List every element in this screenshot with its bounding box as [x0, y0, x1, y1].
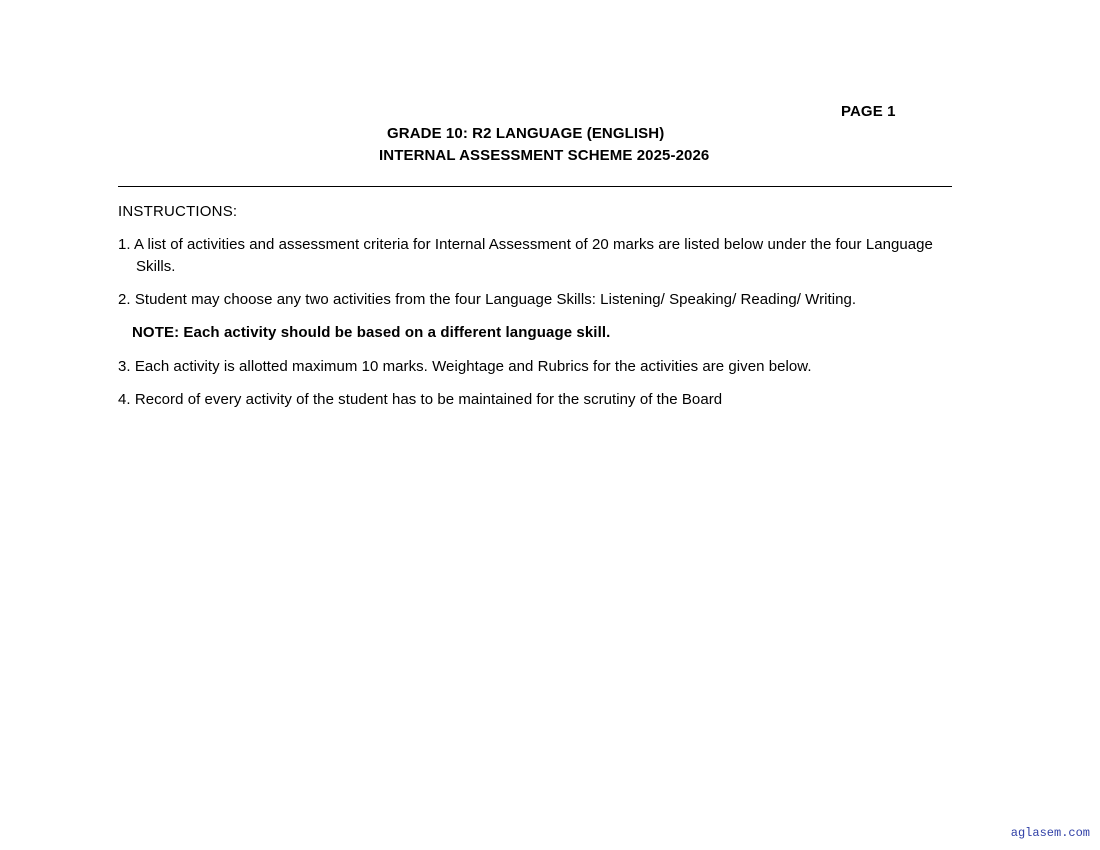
document-subtitle: INTERNAL ASSESSMENT SCHEME 2025-2026 — [379, 147, 710, 164]
document-title: GRADE 10: R2 LANGUAGE (ENGLISH) — [387, 125, 665, 142]
instructions-heading: INSTRUCTIONS: — [118, 203, 238, 220]
instruction-item-1: 1. A list of activities and assessment criteria for Internal Assessment of 20 marks are listed below under the four Language Skills. — [118, 236, 933, 275]
source-watermark: aglasem.com — [1010, 826, 1090, 840]
page-number-label: PAGE 1 — [841, 103, 896, 120]
instruction-item-4: 4. Record of every activity of the student has to be maintained for the scrutiny of the Board — [118, 391, 723, 408]
instruction-item-2: 2. Student may choose any two activities from the four Language Skills: Listening/ Speaking/ Reading/ Writing. — [118, 291, 857, 308]
header-divider — [118, 186, 952, 187]
instruction-note: NOTE: Each activity should be based on a different language skill. — [132, 324, 611, 341]
instruction-item-3: 3. Each activity is allotted maximum 10 marks. Weightage and Rubrics for the activities are given below. — [118, 358, 812, 375]
